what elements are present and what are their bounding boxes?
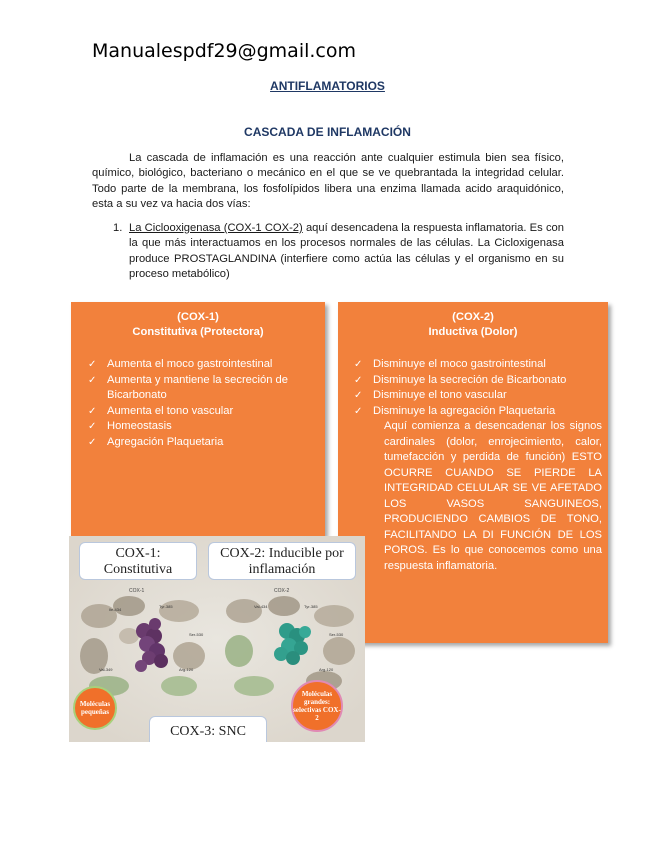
- list-item-label: Disminuye el moco gastrointestinal: [373, 358, 546, 370]
- svg-text:Val-434: Val-434: [254, 604, 268, 609]
- list-item: [354, 373, 602, 389]
- check-icon: ✓: [88, 421, 97, 432]
- list-item-label: Disminuye la agregación Plaquetaria: [373, 404, 556, 417]
- cox2-subtitle: Inductiva (Dolor): [428, 326, 518, 338]
- svg-text:Ile-434: Ile-434: [109, 607, 122, 612]
- list-item: [88, 404, 319, 420]
- large-molecules-badge: Moléculas grandes: selectivas COX-2: [291, 680, 343, 732]
- cox1-molecule-caption: COX-1: [129, 588, 145, 594]
- small-molecules-badge: Moléculas pequeñas: [73, 686, 117, 730]
- cox1-title: (COX-1): [177, 311, 219, 323]
- cox2-title: (COX-2): [452, 311, 494, 323]
- cox2-label: COX-2: Inducible por inflamación: [208, 542, 356, 580]
- list-item-label: Aumenta el tono vascular: [107, 404, 234, 417]
- cox1-label: COX-1: Constitutiva: [79, 542, 197, 580]
- check-icon: ✓: [354, 405, 363, 417]
- list-item: [88, 357, 319, 373]
- list-item: [354, 404, 602, 420]
- cox1-box: [71, 302, 325, 536]
- list-item: [354, 357, 602, 373]
- intro-paragraph: La cascada de inflamación es una reacción ante cualquier estimula bien sea físico, químico, biológico, bacteriano o mecánico en el que se ve quebrantada la integridad celular. Todo parte de la membrana, los fosfolípidos libera una enzima llamada acido araquidónico, esta a su vez va hacia dos vías:: [92, 152, 564, 210]
- check-icon: ✓: [88, 436, 97, 448]
- list-item: [354, 388, 602, 404]
- cox2-box-header: [338, 310, 608, 340]
- svg-text:Arg-120: Arg-120: [179, 667, 194, 672]
- list-item-label: Agregación Plaquetaria: [107, 435, 224, 448]
- check-icon: ✓: [354, 390, 363, 401]
- check-icon: ✓: [354, 374, 363, 386]
- list-number: 1.: [113, 222, 123, 234]
- cox3-label: COX-3: SNC: [149, 716, 267, 742]
- svg-text:Ser-530: Ser-530: [189, 632, 204, 637]
- document-title: ANTIFLAMATORIOS: [270, 79, 385, 93]
- list-item: [113, 221, 564, 282]
- check-icon: ✓: [88, 359, 97, 370]
- list-item: [88, 373, 319, 404]
- list-item-rest: aquí desencadena la respuesta inflamatoria. Es con la que más interactuamos en los procesos normales de las células. La Cicloxigenasa produce PROSTAGLANDINA (interfiere como actúa las células y el organismo en su proceso metabólico): [129, 222, 564, 280]
- check-icon: ✓: [88, 374, 97, 386]
- svg-text:Ser-530: Ser-530: [329, 632, 344, 637]
- svg-text:Tyr-385: Tyr-385: [304, 604, 318, 609]
- list-item: [88, 435, 319, 451]
- document-title-wrap: [0, 77, 655, 95]
- list-item-underlined: La Ciclooxigenasa (COX-1 COX-2): [129, 222, 303, 234]
- section-subtitle: CASCADA DE INFLAMACIÓN: [244, 125, 411, 139]
- list-item-label: Disminuye la secreción de Bicarbonato: [373, 373, 567, 386]
- svg-text:Tyr-385: Tyr-385: [159, 604, 173, 609]
- cox1-subtitle: Constitutiva (Protectora): [132, 326, 264, 338]
- list-item-label: Aumenta y mantiene la secreción de Bicarbonato: [107, 373, 288, 401]
- cox2-molecule-caption: COX-2: [274, 588, 290, 594]
- svg-text:Val-349: Val-349: [99, 667, 113, 672]
- cox2-box: [338, 302, 608, 643]
- check-icon: ✓: [88, 405, 97, 417]
- svg-text:Arg-120: Arg-120: [319, 667, 334, 672]
- cox2-extra-text: Aquí comienza a desencadenar los signos cardinales (dolor, enrojecimiento, calor, tumefacción y perdida de función) ESTO OCURRE CUANDO SE PIERDE LA INTEGRIDAD CELULAR SE VE AFETADO LOS VASOS SANGUINEOS, PRODUCIENDO CAMBIOS DE TONO, FACILITANDO LA DI FUNCIÓN DE LOS POROS. Es lo que conocemos como una respuesta inflamatoria.: [384, 420, 602, 572]
- list-item-text: [129, 221, 564, 282]
- cox1-box-header: [71, 310, 325, 340]
- email-header: Manualespdf29@gmail.com: [92, 40, 357, 62]
- list-item: [88, 419, 319, 435]
- list-item-label: Aumenta el moco gastrointestinal: [107, 358, 273, 370]
- cox1-list: [71, 357, 325, 450]
- check-icon: ✓: [354, 359, 363, 370]
- list-item-label: Homeostasis: [107, 420, 172, 432]
- cox-figure: [69, 536, 365, 742]
- cox2-list: [338, 357, 608, 419]
- list-item-label: Disminuye el tono vascular: [373, 389, 507, 401]
